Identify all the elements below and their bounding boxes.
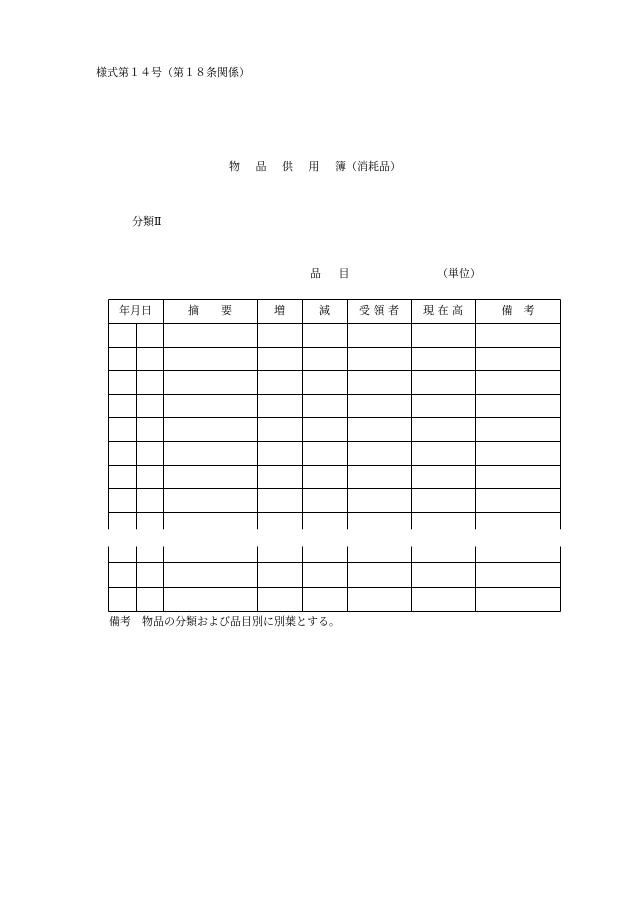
ledger-table xyxy=(108,299,561,611)
header-date: 年月日 xyxy=(119,304,152,317)
ledger-grid xyxy=(108,299,561,612)
header-summary: 摘 要 xyxy=(188,304,232,317)
form-number: 様式第１４号（第１８条関係） xyxy=(96,66,250,79)
document-title xyxy=(0,158,630,174)
header-increase: 増 xyxy=(274,304,285,317)
header-decrease: 減 xyxy=(319,304,330,317)
item-label: 品 目 xyxy=(310,267,350,280)
header-balance: 現 在 高 xyxy=(423,304,463,317)
header-remarks: 備 考 xyxy=(501,304,535,317)
title-sub: （消耗品） xyxy=(346,160,401,173)
header-recipient: 受 領 者 xyxy=(359,304,399,317)
footnote: 備考 物品の分類および品目別に別葉とする。 xyxy=(109,615,340,628)
title-main: 物 品 供 用 簿 xyxy=(229,160,346,173)
category-label: 分類Ⅱ xyxy=(132,215,162,228)
unit-label: （単位） xyxy=(437,267,481,280)
